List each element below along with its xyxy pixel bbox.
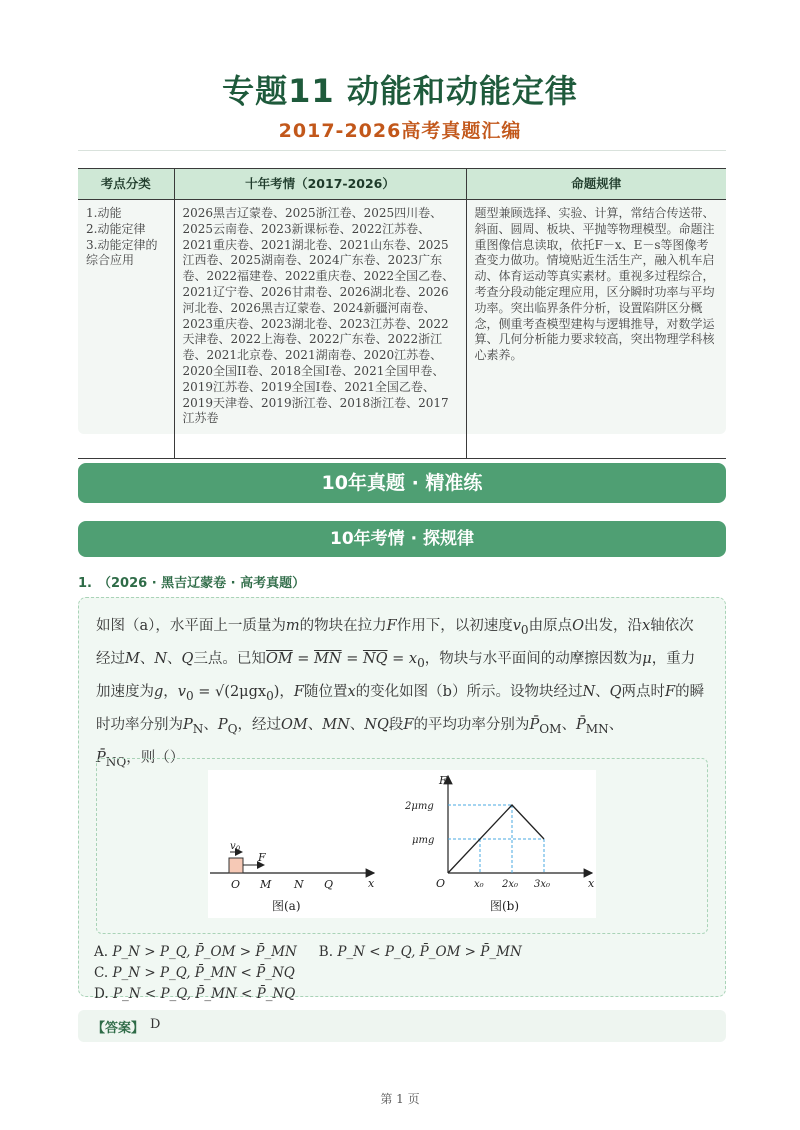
fig-b-F-label: F — [439, 774, 447, 787]
fig-b-ytick-umg: μmg — [412, 835, 435, 846]
fig-b-caption: 图(b) — [490, 899, 520, 913]
question-heading — [78, 572, 311, 591]
topic-item: 2.动能定律 — [86, 221, 146, 236]
page-subtitle: 2017-2026高考真题汇编 — [278, 120, 522, 142]
fig-a-caption: 图(a) — [272, 899, 301, 913]
fig-a-N-label: N — [294, 878, 304, 891]
pattern-cell: 题型兼顾选择、实验、计算，常结合传送带、斜面、圆周、板块、平抛等物理模型。命题注重图像信息读取，依托F－x、E－s等图像考查变力做功。情境贴近生活生产，融入机车启动、体育运动等真实素材。重视多过程综合，考查分段动能定理应用，区分瞬时功率与平均功率。突出临界条件分析，设置陷阱区分概念，侧重考查模型建构与逻辑推导，对数学运算、几何分析能力要求较高，突出物理学科核心素养。 — [466, 200, 726, 459]
fig-a-F-label: F — [258, 851, 266, 864]
topics-cell — [78, 200, 174, 459]
figure-b — [404, 774, 595, 913]
page-title: 专题11 动能和动能定律 — [222, 72, 578, 110]
fig-b-xtick-2x0: 2x₀ — [502, 879, 519, 890]
table-header-row — [78, 169, 726, 200]
block-icon — [229, 858, 243, 873]
page-number: 第 1 页 — [380, 1092, 420, 1106]
answer-label: 【答案】 — [92, 1021, 145, 1036]
fig-b-xtick-3x0: 3x₀ — [534, 879, 551, 890]
section-banner-trend: 10年考情 · 探规律 — [78, 521, 726, 557]
fig-a-O-label: O — [231, 878, 241, 891]
option-d[interactable]: D. P_N < P_Q, P̄_MN < P̄_NQ — [94, 986, 296, 1002]
fig-b-ytick-2umg: 2μmg — [405, 801, 434, 812]
table-row — [78, 200, 726, 459]
figure-image — [208, 770, 596, 918]
section-banner-practice: 10年真题 · 精准练 — [78, 463, 726, 503]
overview-table — [78, 168, 726, 459]
question-stem: 如图（a），水平面上一质量为m的物块在拉力F作用下，以初速度$v_0$由原点O出发，沿x轴依次经过M、N、Q三点。已知$\overline{OM} = \overline{MN} = \overline{NQ} = x_0$，物块与水平面间的动摩擦因数为μ，重力加速度为g，$v_0 = √(2\mu gx_0)$，F随位置x的变化如图（b）所示。设物块经过N、Q两点时F的瞬时功率分别为$P_N$、$P_Q$，经过OM、MN、NQ段F的平均功率分别为$P̄_{OM}$、$P̄_{MN}$、$P̄_{NQ}$，则（） — [96, 618, 705, 769]
fig-a-x-label: x — [368, 877, 375, 890]
fig-b-x-label: x — [588, 877, 595, 890]
option-a[interactable]: A. P_N > P_Q, P̄_OM > P̄_MN — [94, 944, 297, 960]
table-header-cell: 十年考情（2017-2026） — [174, 169, 466, 200]
exam-list-cell: 2026黑吉辽蒙卷、2025浙江卷、2025四川卷、2025云南卷、2023新课标卷、2022江苏卷、2021重庆卷、2021湖北卷、2021山东卷、2025江西卷、2025湖南卷、2024广东卷、2023广东卷、2022福建卷、2022重庆卷、2022全国乙卷、2021辽宁卷、2026甘肃卷、2026湖北卷、2026河北卷、2026黑吉辽蒙卷、2024新疆河南卷、2023重庆卷、2023湖北卷、2023江苏卷、2022天津卷、2022上海卷、2022广东卷、2022浙江卷、2021北京卷、2021湖南卷、2020江苏卷、2020全国II卷、2018全国I卷、2021全国甲卷、2019江苏卷、2019全国I卷、2021全国乙卷、2019天津卷、2019浙江卷、2018浙江卷、2017江苏卷 — [174, 200, 466, 459]
figure-svg — [208, 770, 596, 918]
options-list — [94, 942, 714, 1005]
title-divider — [78, 150, 726, 151]
fig-a-M-label: M — [260, 878, 272, 891]
fig-b-xtick-x0: x₀ — [474, 879, 484, 890]
figure-a — [210, 841, 375, 913]
fig-a-v0-label: $v_0$ — [230, 841, 241, 853]
table-header-cell: 命题规律 — [466, 169, 726, 200]
fig-b-origin-label: O — [436, 877, 446, 890]
topic-item: 3.动能定律的综合应用 — [86, 237, 158, 268]
question-source: （2026 · 黑吉辽蒙卷 · 高考真题） — [97, 576, 306, 591]
fig-a-Q-label: Q — [324, 878, 334, 891]
answer-value: D — [150, 1017, 161, 1032]
question-number: 1. — [78, 576, 92, 591]
option-c[interactable]: C. P_N > P_Q, P̄_MN < P̄_NQ — [94, 965, 295, 981]
topic-item: 1.动能 — [86, 206, 122, 220]
answer-card — [78, 1010, 726, 1042]
table-header-cell: 考点分类 — [78, 169, 174, 200]
option-b[interactable]: B. P_N < P_Q, P̄_OM > P̄_MN — [318, 944, 522, 960]
